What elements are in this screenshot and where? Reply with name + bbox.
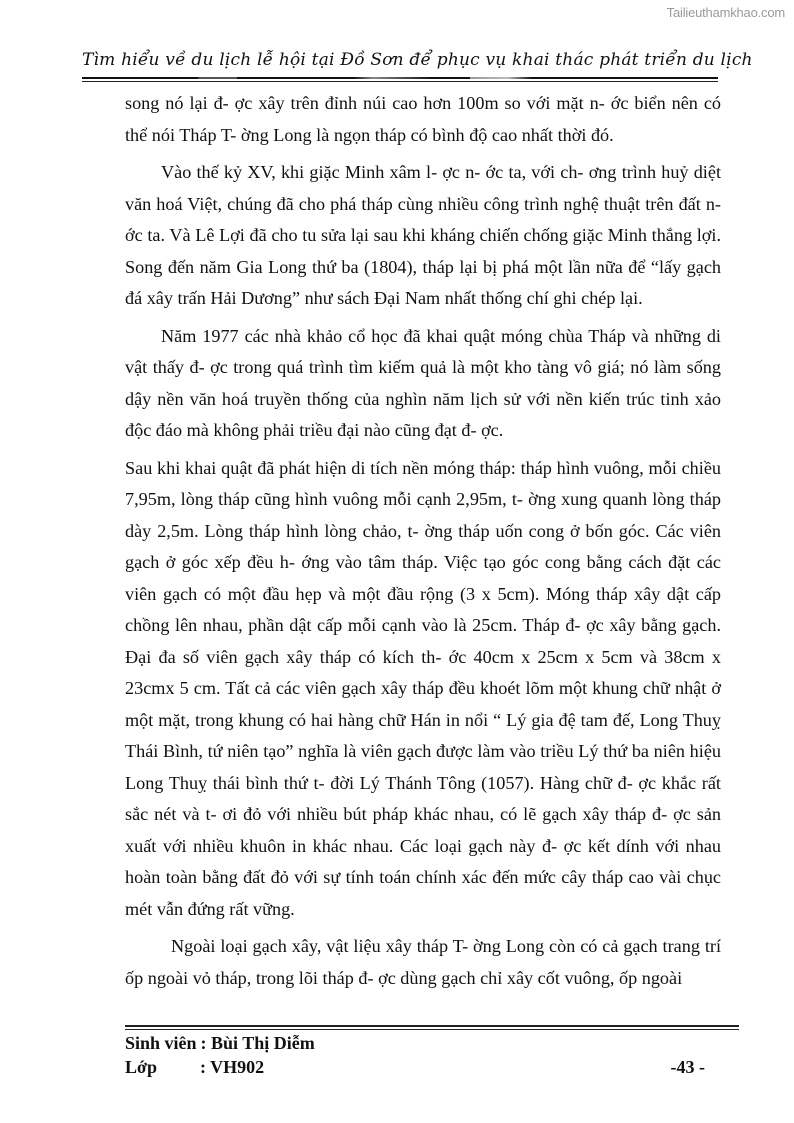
student-label: Sinh viên xyxy=(125,1033,197,1053)
paragraph: Sau khi khai quật đã phát hiện di tích nền móng tháp: tháp hình vuông, mỗi chiều 7,95m, lòng tháp cũng hình vuông mỗi cạnh 2,95m, t- ờng xung quanh lòng tháp dày 2,5m. Lòng tháp hình lòng chảo, t- ờng tháp uốn cong ở bốn góc. Các viên gạch ở góc xếp đều h- ớng vào tâm tháp. Việc tạo góc cong bằng cách đặt các viên gạch có một đầu hẹp và một đầu rộng (3 x 5cm). Móng tháp xây dật cấp chồng lên nhau, phần dật cấp mỗi cạnh vào là 25cm. Tháp đ- ợc xây bằng gạch. Đại đa số viên gạch xây tháp có kích th- ớc 40cm x 25cm x 5cm và 38cm x 23cmx 5 cm. Tất cả các viên gạch xây tháp đều khoét lõm một khung chữ nhật ở một mặt, trong khung có hai hàng chữ Hán in nổi “ Lý gia đệ tam đế, Long Thuỵ Thái Bình, tứ niên tạo” nghĩa là viên gạch được làm vào triều Lý thứ ba niên hiệu Long Thuỵ thái bình thứ t- đời Lý Thánh Tông (1057). Hàng chữ đ- ợc khắc rất sắc nét và t- ơi đỏ với nhiều bút pháp khác nhau, có lẽ gạch xây tháp đ- ợc sản xuất với nhiều khuôn in khác nhau. Các loại gạch này đ- ợc kết dính với nhau hoàn toàn bằng đất đỏ với sự tính toán chính xác đến mức cây tháp cao vài chục mét vẫn đứng rất vững. xyxy=(125,457,721,919)
page-number: -43 - xyxy=(670,1057,705,1077)
student-name: : Bùi Thị Diễm xyxy=(200,1033,315,1053)
paragraph: song nó lại đ- ợc xây trên đỉnh núi cao hơn 100m so với mặt n- ớc biển nên có thể nói Tháp T- ờng Long là ngọn tháp có bình độ cao nhất thời đó. xyxy=(125,93,721,145)
paragraph: Vào thế kỷ XV, khi giặc Minh xâm l- ợc n- ớc ta, với ch- ơng trình huỷ diệt văn hoá Việt, chúng đã cho phá tháp cùng nhiều công trình nghệ thuật trên đất n- ớc ta. Và Lê Lợi đã cho tu sửa lại sau khi kháng chiến chống giặc Minh thắng lợi. Song đến năm Gia Long thứ ba (1804), tháp lại bị phá một lần nữa để “lấy gạch đá xây trấn Hải Dương” như sách Đại Nam nhất thống chí ghi chép lại. xyxy=(125,162,721,308)
class-label: Lớp xyxy=(125,1057,157,1077)
body-text xyxy=(125,88,721,994)
page-footer xyxy=(125,1031,705,1079)
footer-class-row xyxy=(125,1055,705,1079)
paragraph: Năm 1977 các nhà khảo cổ học đã khai quật móng chùa Tháp và những di vật thấy đ- ợc trong quá trình tìm kiếm quả là một kho tàng vô giá; nó làm sống dậy nền văn hoá truyền thống của nghìn năm lịch sử với nền kiến trúc tinh xảo độc đáo mà không phải triều đại nào cũng đạt đ- ợc. xyxy=(125,325,721,440)
footer-divider xyxy=(125,1025,739,1030)
running-header-title: Tìm hiểu về du lịch lễ hội tại Đồ Sơn để phục vụ khai thác phát triển du lịch xyxy=(82,50,753,70)
class-value: : VH902 xyxy=(200,1057,265,1077)
header-divider xyxy=(82,77,470,82)
header-divider-right xyxy=(470,77,718,82)
paragraph: Ngoài loại gạch xây, vật liệu xây tháp T- ờng Long còn có cả gạch trang trí ốp ngoài vỏ tháp, trong lõi tháp đ- ợc dùng gạch chỉ xây cốt vuông, ốp ngoài xyxy=(125,936,721,988)
watermark: Tailieuthamkhao.com xyxy=(666,5,785,20)
footer-student-row xyxy=(125,1031,705,1055)
